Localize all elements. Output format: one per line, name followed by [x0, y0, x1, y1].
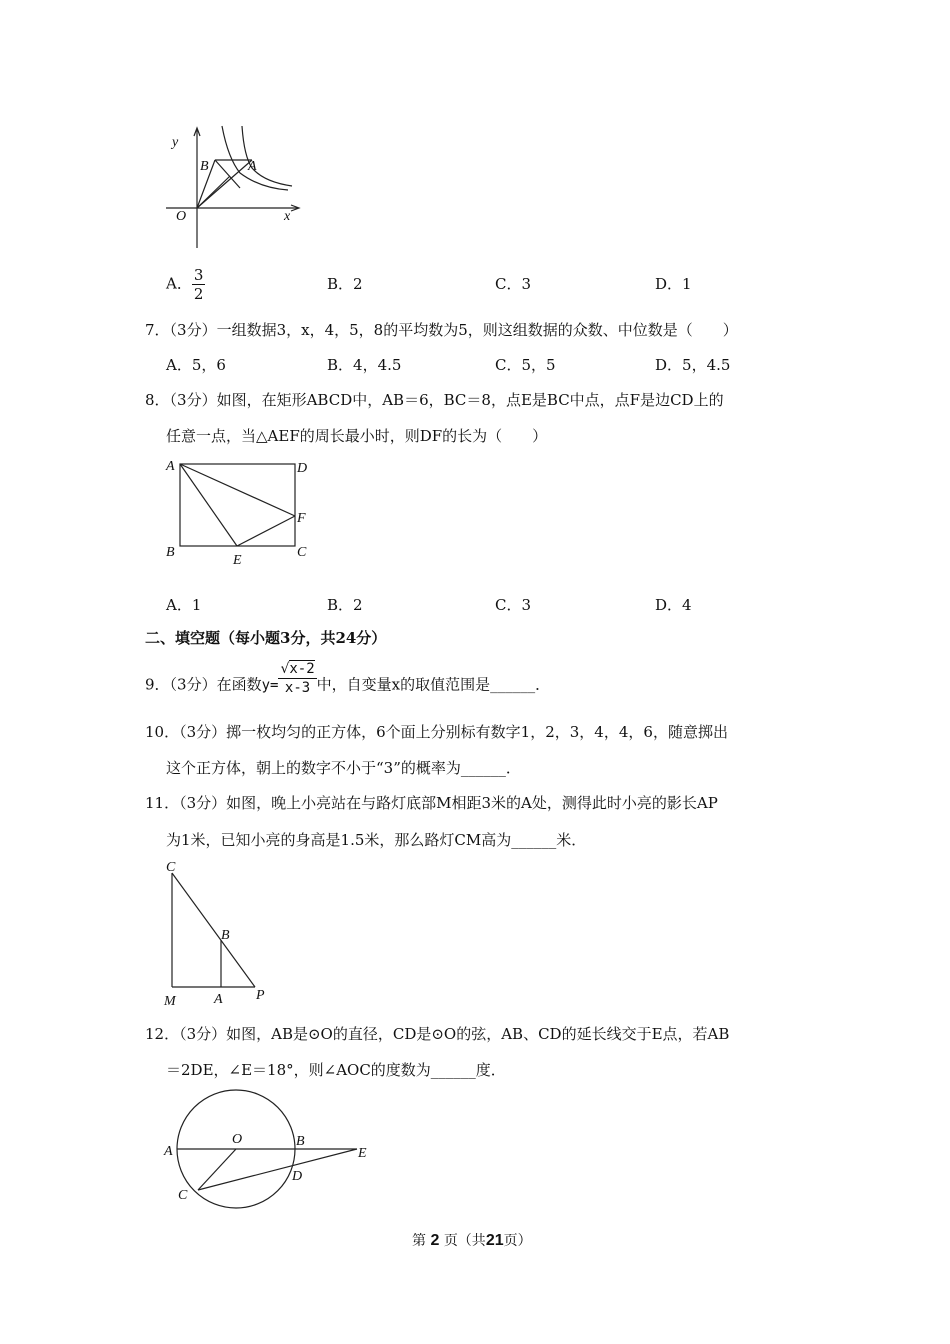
- q6-option-a[interactable]: [166, 266, 205, 303]
- q6-option-d[interactable]: D．1: [655, 275, 692, 293]
- q8-question-line1: 8．（3分）如图，在矩形ABCD中，AB＝6，BC＝8，点E是BC中点，点F是边CD上的: [145, 391, 724, 409]
- q11-point-m-label: M: [164, 994, 176, 1009]
- q9-numerator: [278, 660, 316, 679]
- q6-option-a-denominator: 2: [193, 285, 204, 303]
- footer-total-pages: 21: [485, 1232, 504, 1249]
- q9-prefix: 9．（3分）在函数: [145, 675, 262, 694]
- q8-point-a-label: A: [166, 459, 175, 474]
- q11-point-a-label: A: [214, 992, 223, 1007]
- q6-origin-label: O: [176, 209, 187, 224]
- q8-option-c[interactable]: C．3: [495, 596, 532, 614]
- q12-question-line1: 12．（3分）如图，AB是⊙O的直径，CD是⊙O的弦，AB、CD的延长线交于E点，若AB: [145, 1025, 730, 1043]
- q8-rectangle-figure: [160, 452, 320, 572]
- q6-option-b[interactable]: B．2: [327, 275, 363, 293]
- q6-point-a-label: A: [248, 159, 257, 174]
- q12-circle-figure: [160, 1085, 380, 1210]
- q9-denominator: x-3: [284, 680, 311, 696]
- q9-question: [145, 661, 551, 697]
- sqrt-icon: √: [280, 661, 290, 677]
- q7-option-c[interactable]: C．5，5: [495, 356, 556, 374]
- q6-x-axis-label: x: [284, 209, 291, 224]
- section-2-title: 二、填空题（每小题3分，共24分）: [145, 629, 387, 647]
- q11-question-line1: 11．（3分）如图，晚上小亮站在与路灯底部M相距3米的A处，测得此时小亮的影长AP: [145, 794, 718, 812]
- q8-option-d[interactable]: D．4: [655, 596, 692, 614]
- q8-option-a[interactable]: A．1: [166, 596, 202, 614]
- q12-point-a-label: A: [164, 1144, 173, 1159]
- q10-question-line1: 10．（3分）掷一枚均匀的正方体，6个面上分别标有数字1，2，3，4，4，6，随意掷出: [145, 723, 728, 741]
- q10-question-line2: 这个正方体，朝上的数字不小于“3”的概率为______．: [166, 759, 521, 777]
- q12-point-c-label: C: [178, 1188, 188, 1203]
- q11-question-line2: 为1米，已知小亮的身高是1.5米，那么路灯CM高为______米．: [166, 831, 587, 849]
- q9-suffix: 中，自变量x的取值范围是______．: [316, 675, 551, 694]
- q6-option-a-numerator: 3: [193, 266, 204, 284]
- q7-option-b[interactable]: B．4，4.5: [327, 356, 402, 374]
- q9-function-fraction: [278, 660, 316, 697]
- footer-suffix: 页）: [503, 1233, 532, 1249]
- q11-point-p-label: P: [256, 988, 265, 1003]
- q6-graph-figure: [160, 118, 310, 253]
- q11-lamp-figure: [160, 855, 280, 1010]
- footer-prefix: 第: [412, 1233, 426, 1249]
- q8-question-line2: 任意一点，当△AEF的周长最小时，则DF的长为（ ）: [166, 427, 548, 445]
- q7-option-a[interactable]: A．5，6: [166, 356, 226, 374]
- q12-point-b-label: B: [296, 1134, 305, 1149]
- q9-numerator-value: x-2: [289, 661, 315, 677]
- q8-point-c-label: C: [297, 545, 307, 560]
- q8-point-e-label: E: [233, 553, 242, 568]
- q9-y-equals: y=: [261, 677, 279, 694]
- q7-question-text: 7．（3分）一组数据3，x，4，5，8的平均数为5，则这组数据的众数、中位数是（ ）: [145, 321, 738, 339]
- page-footer: [412, 1230, 532, 1250]
- q8-point-b-label: B: [166, 545, 175, 560]
- q7-option-d[interactable]: D．5，4.5: [655, 356, 731, 374]
- q6-point-b-label: B: [200, 159, 209, 174]
- q12-question-line2: ＝2DE，∠E＝18°，则∠AOC的度数为______度．: [166, 1061, 506, 1079]
- footer-middle: 页（共: [443, 1233, 486, 1249]
- q8-option-b[interactable]: B．2: [327, 596, 363, 614]
- q6-option-a-prefix: A．: [166, 274, 192, 293]
- q11-point-c-label: C: [166, 860, 176, 875]
- q12-point-e-label: E: [358, 1146, 367, 1161]
- q11-point-b-label: B: [221, 928, 230, 943]
- q8-point-d-label: D: [297, 461, 308, 476]
- q6-y-axis-label: y: [172, 135, 179, 150]
- q8-point-f-label: F: [297, 511, 306, 526]
- q12-point-o-label: O: [232, 1132, 243, 1147]
- q12-point-d-label: D: [292, 1169, 303, 1184]
- q6-option-a-fraction: [192, 266, 206, 303]
- footer-page-number: 2: [430, 1232, 440, 1249]
- q6-option-c[interactable]: C．3: [495, 275, 532, 293]
